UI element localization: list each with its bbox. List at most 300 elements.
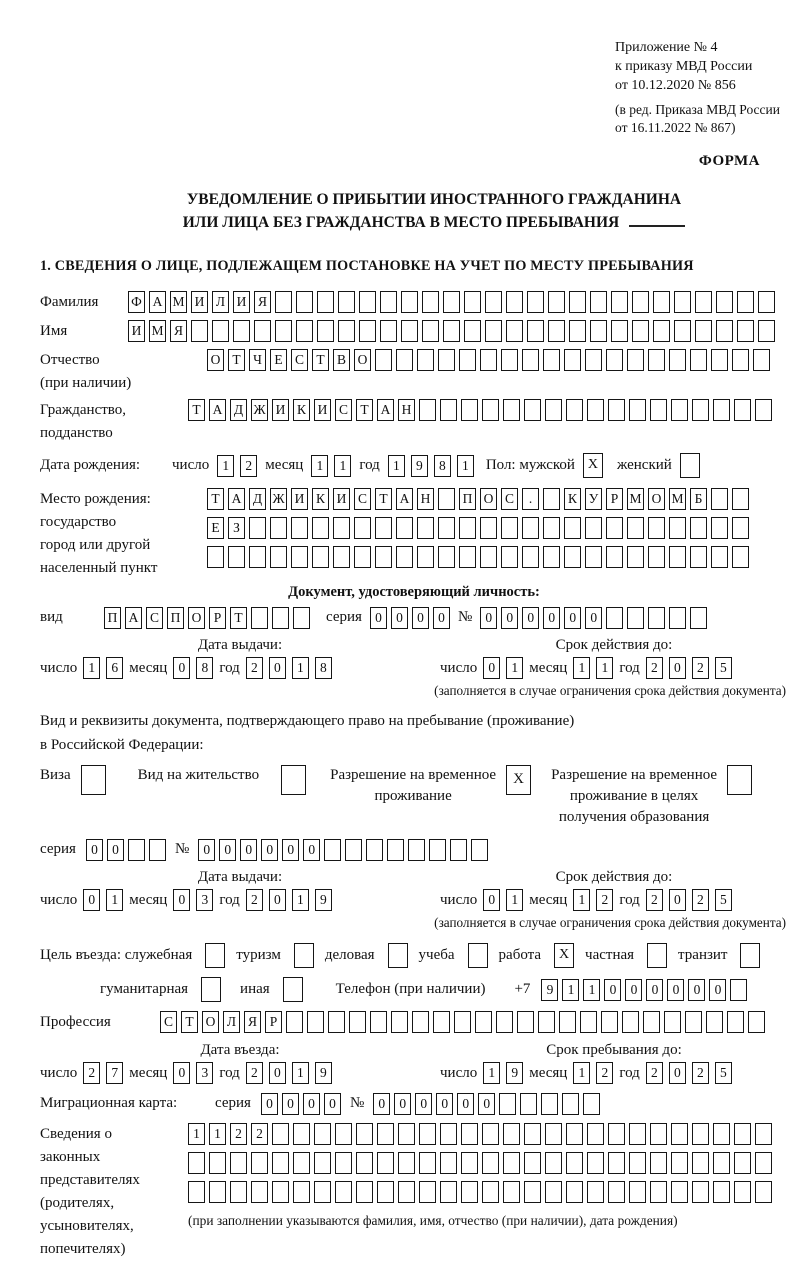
char-cell[interactable]: [629, 1152, 646, 1174]
char-cell[interactable]: 1: [457, 455, 474, 477]
char-cell[interactable]: [230, 1181, 247, 1203]
char-cell[interactable]: [380, 291, 397, 313]
char-cell[interactable]: [524, 1123, 541, 1145]
char-cell[interactable]: 2: [596, 1062, 613, 1084]
char-cell[interactable]: 2: [246, 657, 263, 679]
char-cell[interactable]: [517, 1011, 534, 1033]
char-cell[interactable]: 0: [433, 607, 450, 629]
char-cell[interactable]: [188, 1152, 205, 1174]
char-cell[interactable]: Е: [270, 349, 287, 371]
char-cell[interactable]: 0: [370, 607, 387, 629]
char-cell[interactable]: 0: [585, 607, 602, 629]
char-cell[interactable]: [312, 517, 329, 539]
char-cell[interactable]: 0: [522, 607, 539, 629]
char-cell[interactable]: [548, 291, 565, 313]
char-cell[interactable]: 0: [412, 607, 429, 629]
char-cell[interactable]: [732, 488, 749, 510]
char-cell[interactable]: [545, 1181, 562, 1203]
char-cell[interactable]: 1: [506, 657, 523, 679]
purpose-official-checkbox[interactable]: [205, 943, 225, 968]
char-cell[interactable]: 1: [583, 979, 600, 1001]
char-cell[interactable]: С: [146, 607, 163, 629]
char-cell[interactable]: 0: [261, 839, 278, 861]
char-cell[interactable]: 3: [196, 1062, 213, 1084]
char-cell[interactable]: 0: [269, 1062, 286, 1084]
char-cell[interactable]: [356, 1152, 373, 1174]
char-cell[interactable]: 0: [436, 1093, 453, 1115]
char-cell[interactable]: 0: [604, 979, 621, 1001]
char-cell[interactable]: Л: [223, 1011, 240, 1033]
char-cell[interactable]: [480, 517, 497, 539]
char-cell[interactable]: 2: [692, 657, 709, 679]
char-cell[interactable]: [375, 349, 392, 371]
char-cell[interactable]: [345, 839, 362, 861]
char-cell[interactable]: [522, 349, 539, 371]
char-cell[interactable]: 0: [86, 839, 103, 861]
char-cell[interactable]: [566, 1181, 583, 1203]
purpose-private-checkbox[interactable]: [647, 943, 667, 968]
char-cell[interactable]: [419, 399, 436, 421]
char-cell[interactable]: [674, 320, 691, 342]
char-cell[interactable]: [333, 517, 350, 539]
char-cell[interactable]: [254, 320, 271, 342]
char-cell[interactable]: [737, 320, 754, 342]
char-cell[interactable]: [590, 320, 607, 342]
char-cell[interactable]: Н: [417, 488, 434, 510]
char-cell[interactable]: [443, 320, 460, 342]
char-cell[interactable]: [566, 399, 583, 421]
char-cell[interactable]: 2: [646, 889, 663, 911]
char-cell[interactable]: 0: [669, 657, 686, 679]
char-cell[interactable]: [671, 1181, 688, 1203]
char-cell[interactable]: [459, 546, 476, 568]
char-cell[interactable]: [401, 320, 418, 342]
char-cell[interactable]: [653, 320, 670, 342]
char-cell[interactable]: [706, 1011, 723, 1033]
char-cell[interactable]: [669, 546, 686, 568]
char-cell[interactable]: [149, 839, 166, 861]
char-cell[interactable]: [606, 517, 623, 539]
char-cell[interactable]: [377, 1152, 394, 1174]
char-cell[interactable]: 0: [667, 979, 684, 1001]
char-cell[interactable]: [671, 399, 688, 421]
char-cell[interactable]: Л: [212, 291, 229, 313]
char-cell[interactable]: [422, 320, 439, 342]
char-cell[interactable]: П: [104, 607, 121, 629]
char-cell[interactable]: С: [354, 488, 371, 510]
char-cell[interactable]: [375, 546, 392, 568]
char-cell[interactable]: [727, 1011, 744, 1033]
char-cell[interactable]: 0: [478, 1093, 495, 1115]
char-cell[interactable]: С: [335, 399, 352, 421]
char-cell[interactable]: [307, 1011, 324, 1033]
char-cell[interactable]: [674, 291, 691, 313]
char-cell[interactable]: У: [585, 488, 602, 510]
char-cell[interactable]: 0: [391, 607, 408, 629]
char-cell[interactable]: [440, 1123, 457, 1145]
char-cell[interactable]: 0: [303, 1093, 320, 1115]
char-cell[interactable]: [734, 1152, 751, 1174]
char-cell[interactable]: [209, 1181, 226, 1203]
char-cell[interactable]: [669, 349, 686, 371]
char-cell[interactable]: [713, 1181, 730, 1203]
char-cell[interactable]: 1: [573, 657, 590, 679]
char-cell[interactable]: [408, 839, 425, 861]
char-cell[interactable]: И: [191, 291, 208, 313]
char-cell[interactable]: [695, 320, 712, 342]
char-cell[interactable]: [328, 1011, 345, 1033]
char-cell[interactable]: 2: [246, 1062, 263, 1084]
char-cell[interactable]: 0: [219, 839, 236, 861]
char-cell[interactable]: 1: [506, 889, 523, 911]
char-cell[interactable]: [482, 399, 499, 421]
char-cell[interactable]: [212, 320, 229, 342]
char-cell[interactable]: [627, 607, 644, 629]
char-cell[interactable]: [564, 546, 581, 568]
char-cell[interactable]: [585, 517, 602, 539]
char-cell[interactable]: [569, 320, 586, 342]
char-cell[interactable]: 0: [269, 889, 286, 911]
char-cell[interactable]: [543, 517, 560, 539]
char-cell[interactable]: [692, 1181, 709, 1203]
char-cell[interactable]: [233, 320, 250, 342]
char-cell[interactable]: [692, 1123, 709, 1145]
char-cell[interactable]: [650, 1181, 667, 1203]
char-cell[interactable]: [293, 1181, 310, 1203]
char-cell[interactable]: 5: [715, 657, 732, 679]
char-cell[interactable]: [753, 349, 770, 371]
purpose-study-checkbox[interactable]: [468, 943, 488, 968]
char-cell[interactable]: 1: [334, 455, 351, 477]
char-cell[interactable]: Р: [606, 488, 623, 510]
char-cell[interactable]: Ч: [249, 349, 266, 371]
char-cell[interactable]: М: [149, 320, 166, 342]
char-cell[interactable]: [191, 320, 208, 342]
char-cell[interactable]: [503, 1181, 520, 1203]
char-cell[interactable]: [650, 1123, 667, 1145]
visa-checkbox[interactable]: [81, 765, 106, 795]
char-cell[interactable]: [366, 839, 383, 861]
char-cell[interactable]: [461, 399, 478, 421]
char-cell[interactable]: С: [160, 1011, 177, 1033]
char-cell[interactable]: [475, 1011, 492, 1033]
char-cell[interactable]: 0: [394, 1093, 411, 1115]
char-cell[interactable]: О: [202, 1011, 219, 1033]
char-cell[interactable]: 1: [106, 889, 123, 911]
char-cell[interactable]: [387, 839, 404, 861]
char-cell[interactable]: [429, 839, 446, 861]
char-cell[interactable]: К: [312, 488, 329, 510]
temp-residence-edu-checkbox[interactable]: [727, 765, 752, 795]
temp-residence-checkbox[interactable]: X: [506, 765, 531, 795]
char-cell[interactable]: [440, 1181, 457, 1203]
char-cell[interactable]: П: [459, 488, 476, 510]
char-cell[interactable]: 2: [240, 455, 257, 477]
char-cell[interactable]: [207, 546, 224, 568]
char-cell[interactable]: 0: [709, 979, 726, 1001]
char-cell[interactable]: [272, 607, 289, 629]
char-cell[interactable]: О: [188, 607, 205, 629]
char-cell[interactable]: [734, 1123, 751, 1145]
char-cell[interactable]: 9: [506, 1062, 523, 1084]
char-cell[interactable]: Е: [207, 517, 224, 539]
char-cell[interactable]: И: [291, 488, 308, 510]
char-cell[interactable]: 9: [541, 979, 558, 1001]
char-cell[interactable]: 1: [292, 657, 309, 679]
char-cell[interactable]: [398, 1123, 415, 1145]
char-cell[interactable]: [417, 546, 434, 568]
purpose-transit-checkbox[interactable]: [740, 943, 760, 968]
char-cell[interactable]: 0: [198, 839, 215, 861]
char-cell[interactable]: [601, 1011, 618, 1033]
char-cell[interactable]: 1: [596, 657, 613, 679]
char-cell[interactable]: 2: [230, 1123, 247, 1145]
char-cell[interactable]: А: [377, 399, 394, 421]
char-cell[interactable]: [711, 488, 728, 510]
char-cell[interactable]: [755, 1152, 772, 1174]
char-cell[interactable]: О: [354, 349, 371, 371]
char-cell[interactable]: [524, 1152, 541, 1174]
char-cell[interactable]: 0: [543, 607, 560, 629]
residence-permit-checkbox[interactable]: [281, 765, 306, 795]
char-cell[interactable]: А: [125, 607, 142, 629]
char-cell[interactable]: [695, 291, 712, 313]
char-cell[interactable]: [755, 1181, 772, 1203]
char-cell[interactable]: [716, 320, 733, 342]
char-cell[interactable]: [669, 607, 686, 629]
char-cell[interactable]: [524, 399, 541, 421]
char-cell[interactable]: Т: [230, 607, 247, 629]
char-cell[interactable]: [471, 839, 488, 861]
char-cell[interactable]: [251, 607, 268, 629]
char-cell[interactable]: 1: [388, 455, 405, 477]
char-cell[interactable]: [286, 1011, 303, 1033]
char-cell[interactable]: [622, 1011, 639, 1033]
char-cell[interactable]: [692, 399, 709, 421]
char-cell[interactable]: [324, 839, 341, 861]
char-cell[interactable]: [690, 517, 707, 539]
char-cell[interactable]: [587, 1152, 604, 1174]
char-cell[interactable]: Т: [207, 488, 224, 510]
char-cell[interactable]: [482, 1152, 499, 1174]
char-cell[interactable]: Д: [249, 488, 266, 510]
char-cell[interactable]: Ж: [251, 399, 268, 421]
char-cell[interactable]: [359, 320, 376, 342]
char-cell[interactable]: [650, 1152, 667, 1174]
char-cell[interactable]: [296, 291, 313, 313]
char-cell[interactable]: И: [272, 399, 289, 421]
char-cell[interactable]: [716, 291, 733, 313]
char-cell[interactable]: И: [233, 291, 250, 313]
char-cell[interactable]: [272, 1152, 289, 1174]
char-cell[interactable]: 2: [646, 1062, 663, 1084]
char-cell[interactable]: 0: [457, 1093, 474, 1115]
char-cell[interactable]: 5: [715, 889, 732, 911]
char-cell[interactable]: [671, 1123, 688, 1145]
char-cell[interactable]: 1: [292, 1062, 309, 1084]
char-cell[interactable]: [669, 517, 686, 539]
char-cell[interactable]: [611, 320, 628, 342]
char-cell[interactable]: [422, 291, 439, 313]
char-cell[interactable]: [545, 399, 562, 421]
char-cell[interactable]: [629, 399, 646, 421]
char-cell[interactable]: 0: [625, 979, 642, 1001]
char-cell[interactable]: [501, 546, 518, 568]
char-cell[interactable]: [482, 1123, 499, 1145]
char-cell[interactable]: 0: [282, 1093, 299, 1115]
char-cell[interactable]: 1: [292, 889, 309, 911]
char-cell[interactable]: М: [170, 291, 187, 313]
char-cell[interactable]: [690, 607, 707, 629]
char-cell[interactable]: 1: [188, 1123, 205, 1145]
char-cell[interactable]: 0: [324, 1093, 341, 1115]
char-cell[interactable]: 0: [483, 657, 500, 679]
char-cell[interactable]: [335, 1123, 352, 1145]
char-cell[interactable]: 2: [251, 1123, 268, 1145]
char-cell[interactable]: 3: [196, 889, 213, 911]
char-cell[interactable]: [275, 320, 292, 342]
sex-female-checkbox[interactable]: [680, 453, 700, 478]
char-cell[interactable]: Т: [312, 349, 329, 371]
char-cell[interactable]: [228, 546, 245, 568]
char-cell[interactable]: [632, 291, 649, 313]
char-cell[interactable]: [648, 349, 665, 371]
char-cell[interactable]: [317, 320, 334, 342]
char-cell[interactable]: [401, 291, 418, 313]
char-cell[interactable]: О: [207, 349, 224, 371]
char-cell[interactable]: 0: [480, 607, 497, 629]
char-cell[interactable]: [758, 320, 775, 342]
char-cell[interactable]: [480, 349, 497, 371]
char-cell[interactable]: [438, 517, 455, 539]
char-cell[interactable]: [606, 349, 623, 371]
char-cell[interactable]: 1: [562, 979, 579, 1001]
sex-male-checkbox[interactable]: X: [583, 453, 603, 478]
char-cell[interactable]: 1: [83, 657, 100, 679]
char-cell[interactable]: [559, 1011, 576, 1033]
char-cell[interactable]: [419, 1152, 436, 1174]
char-cell[interactable]: [398, 1152, 415, 1174]
char-cell[interactable]: И: [314, 399, 331, 421]
char-cell[interactable]: [527, 291, 544, 313]
char-cell[interactable]: [664, 1011, 681, 1033]
char-cell[interactable]: [349, 1011, 366, 1033]
char-cell[interactable]: 0: [261, 1093, 278, 1115]
char-cell[interactable]: [564, 517, 581, 539]
char-cell[interactable]: [627, 546, 644, 568]
char-cell[interactable]: [543, 488, 560, 510]
char-cell[interactable]: [293, 1152, 310, 1174]
char-cell[interactable]: [587, 1123, 604, 1145]
char-cell[interactable]: А: [396, 488, 413, 510]
char-cell[interactable]: [608, 1181, 625, 1203]
char-cell[interactable]: [396, 546, 413, 568]
char-cell[interactable]: [732, 546, 749, 568]
char-cell[interactable]: 0: [669, 889, 686, 911]
char-cell[interactable]: Я: [170, 320, 187, 342]
char-cell[interactable]: [685, 1011, 702, 1033]
char-cell[interactable]: [545, 1152, 562, 1174]
char-cell[interactable]: Т: [188, 399, 205, 421]
char-cell[interactable]: З: [228, 517, 245, 539]
char-cell[interactable]: [391, 1011, 408, 1033]
char-cell[interactable]: [249, 546, 266, 568]
char-cell[interactable]: 2: [692, 1062, 709, 1084]
char-cell[interactable]: [275, 291, 292, 313]
char-cell[interactable]: [354, 546, 371, 568]
char-cell[interactable]: [335, 1152, 352, 1174]
char-cell[interactable]: [506, 291, 523, 313]
char-cell[interactable]: [375, 517, 392, 539]
char-cell[interactable]: [438, 349, 455, 371]
char-cell[interactable]: К: [293, 399, 310, 421]
char-cell[interactable]: [377, 1181, 394, 1203]
char-cell[interactable]: [438, 488, 455, 510]
char-cell[interactable]: 5: [715, 1062, 732, 1084]
char-cell[interactable]: 0: [107, 839, 124, 861]
char-cell[interactable]: [627, 517, 644, 539]
char-cell[interactable]: Я: [244, 1011, 261, 1033]
char-cell[interactable]: [461, 1152, 478, 1174]
char-cell[interactable]: [482, 1181, 499, 1203]
char-cell[interactable]: [713, 1152, 730, 1174]
char-cell[interactable]: [522, 546, 539, 568]
char-cell[interactable]: [270, 546, 287, 568]
char-cell[interactable]: [485, 320, 502, 342]
char-cell[interactable]: [755, 399, 772, 421]
char-cell[interactable]: [548, 320, 565, 342]
char-cell[interactable]: 0: [173, 889, 190, 911]
char-cell[interactable]: [461, 1123, 478, 1145]
char-cell[interactable]: [580, 1011, 597, 1033]
char-cell[interactable]: [503, 1152, 520, 1174]
char-cell[interactable]: [690, 349, 707, 371]
char-cell[interactable]: [671, 1152, 688, 1174]
char-cell[interactable]: 8: [196, 657, 213, 679]
char-cell[interactable]: 0: [282, 839, 299, 861]
char-cell[interactable]: 8: [315, 657, 332, 679]
char-cell[interactable]: 2: [83, 1062, 100, 1084]
char-cell[interactable]: [485, 291, 502, 313]
char-cell[interactable]: [412, 1011, 429, 1033]
char-cell[interactable]: [632, 320, 649, 342]
char-cell[interactable]: 0: [646, 979, 663, 1001]
char-cell[interactable]: Ж: [270, 488, 287, 510]
char-cell[interactable]: 0: [240, 839, 257, 861]
char-cell[interactable]: [293, 607, 310, 629]
char-cell[interactable]: [335, 1181, 352, 1203]
char-cell[interactable]: [296, 320, 313, 342]
char-cell[interactable]: 8: [434, 455, 451, 477]
char-cell[interactable]: И: [128, 320, 145, 342]
char-cell[interactable]: [732, 517, 749, 539]
char-cell[interactable]: [417, 349, 434, 371]
char-cell[interactable]: [230, 1152, 247, 1174]
char-cell[interactable]: [758, 291, 775, 313]
char-cell[interactable]: Р: [209, 607, 226, 629]
char-cell[interactable]: [524, 1181, 541, 1203]
char-cell[interactable]: [543, 349, 560, 371]
purpose-work-checkbox[interactable]: X: [554, 943, 574, 968]
char-cell[interactable]: [293, 1123, 310, 1145]
char-cell[interactable]: [538, 1011, 555, 1033]
char-cell[interactable]: [566, 1152, 583, 1174]
char-cell[interactable]: К: [564, 488, 581, 510]
char-cell[interactable]: [499, 1093, 516, 1115]
char-cell[interactable]: В: [333, 349, 350, 371]
char-cell[interactable]: 0: [173, 657, 190, 679]
char-cell[interactable]: [520, 1093, 537, 1115]
